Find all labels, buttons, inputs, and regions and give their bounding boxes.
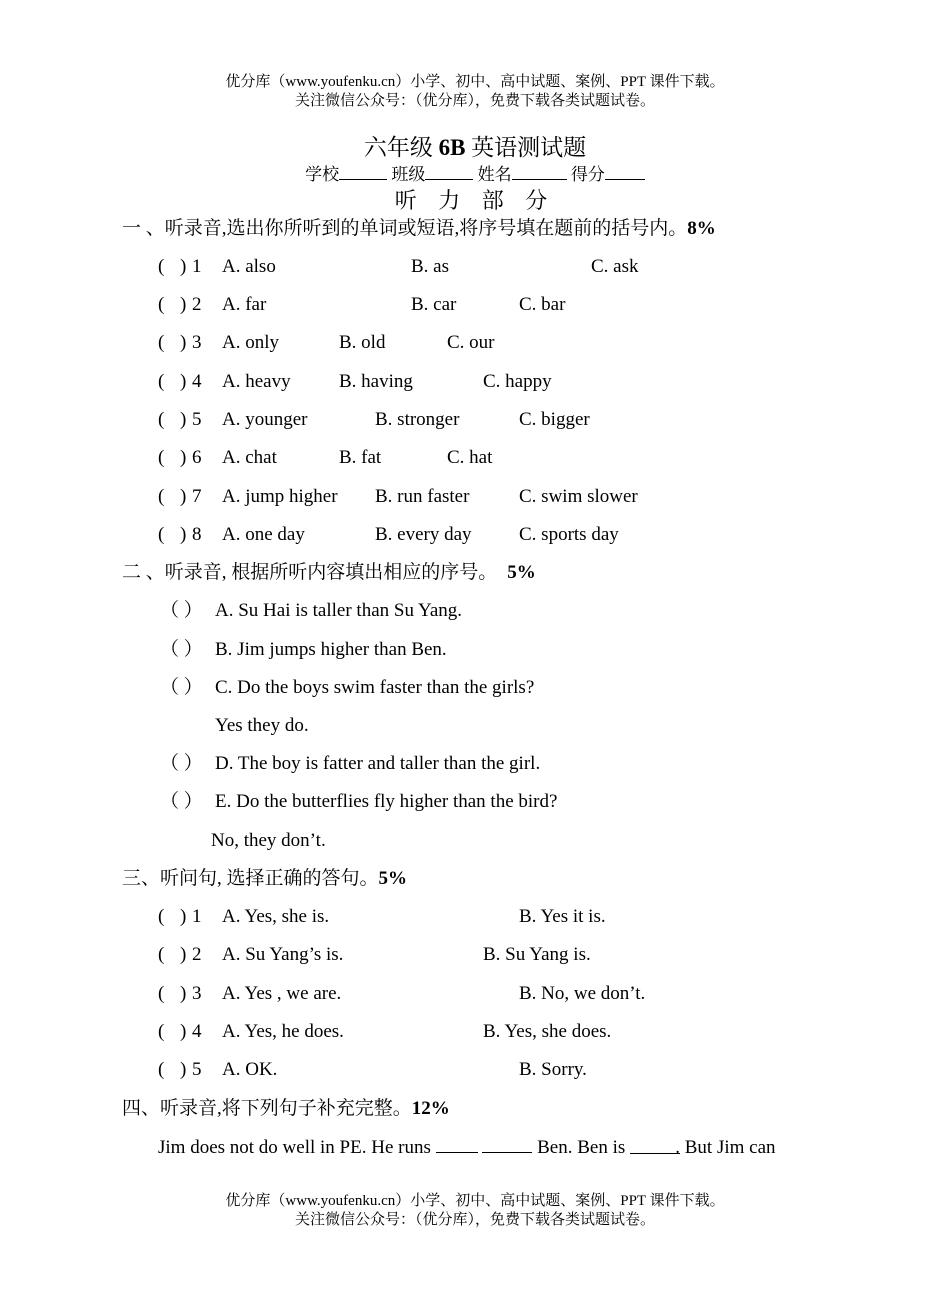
sentence-part1: Jim does not do well in PE. He runs	[158, 1137, 436, 1158]
option-b: B. car	[411, 294, 457, 315]
sentence-part2: Ben. Ben is	[532, 1137, 630, 1158]
statement-row	[0, 675, 950, 701]
answer-close-paren: )	[180, 1021, 187, 1042]
option-a: A. Su Yang’s is.	[222, 944, 344, 965]
answer-close-paren: )	[180, 906, 187, 927]
section4-score: 12%	[411, 1098, 450, 1119]
option-a: A. also	[222, 256, 276, 277]
option-b: B. Yes it is.	[519, 906, 606, 927]
option-a: A. OK.	[222, 1059, 278, 1080]
statement-row	[0, 828, 950, 854]
statement-text: C. Do the boys swim faster than the girls?	[215, 677, 535, 698]
answer-open-paren[interactable]: (	[158, 371, 165, 392]
option-a: A. Yes , we are.	[222, 983, 342, 1004]
question-row	[0, 522, 950, 548]
answer-open-paren[interactable]: (	[158, 1059, 165, 1080]
score-blank[interactable]	[605, 163, 645, 180]
answer-bracket[interactable]: （ ）	[160, 677, 203, 698]
blank3-period: .	[675, 1137, 680, 1158]
question-row	[0, 1057, 950, 1083]
option-a: A. far	[222, 294, 267, 315]
answer-bracket[interactable]: （ ）	[160, 600, 203, 621]
statement-row	[0, 789, 950, 815]
option-c: C. our	[447, 332, 495, 353]
statement-text: No, they don’t.	[211, 830, 326, 851]
answer-close-paren: )	[180, 1059, 187, 1080]
title-grade: 6B	[438, 135, 466, 160]
footer-ad-line1: 优分库（www.youfenku.cn）小学、初中、高中试题、案例、PPT 课件下载。	[225, 1193, 725, 1209]
section1-score: 8%	[687, 218, 716, 239]
question-number: 1	[192, 256, 202, 277]
class-blank[interactable]	[425, 163, 473, 180]
answer-open-paren[interactable]: (	[158, 944, 165, 965]
option-b: B. stronger	[375, 409, 460, 430]
option-c: C. happy	[483, 371, 552, 392]
answer-open-paren[interactable]: (	[158, 1021, 165, 1042]
answer-close-paren: )	[180, 447, 187, 468]
footer-ad	[0, 1192, 950, 1230]
section3-score: 5%	[378, 868, 408, 889]
question-number: 1	[192, 906, 202, 927]
statement-text: Yes they do.	[215, 715, 309, 736]
option-a: A. one day	[222, 524, 305, 545]
question-number: 5	[192, 409, 202, 430]
option-a: A. Yes, she is.	[222, 906, 330, 927]
question-row	[0, 254, 950, 280]
question-row	[0, 1019, 950, 1045]
answer-open-paren[interactable]: (	[158, 983, 165, 1004]
answer-close-paren: )	[180, 371, 187, 392]
section2-title: 二 、听录音, 根据所听内容填出相应的序号。	[122, 562, 498, 583]
answer-close-paren: )	[180, 294, 187, 315]
name-blank[interactable]	[512, 163, 567, 180]
answer-close-paren: )	[180, 983, 187, 1004]
option-c: C. swim slower	[519, 486, 638, 507]
question-row	[0, 407, 950, 433]
score-label: 得分	[570, 165, 605, 184]
option-b: B. run faster	[375, 486, 470, 507]
question-number: 6	[192, 447, 202, 468]
option-b: B. old	[339, 332, 386, 353]
section1-heading	[122, 217, 716, 241]
answer-close-paren: )	[180, 409, 187, 430]
statement-text: A. Su Hai is taller than Su Yang.	[215, 600, 462, 621]
option-b: B. No, we don’t.	[519, 983, 646, 1004]
header-ad	[0, 73, 950, 111]
section4-heading	[122, 1097, 450, 1121]
class-label: 班级	[391, 165, 426, 184]
footer-ad-line2: 关注微信公众号：（优分库），免费下载各类试题试卷。	[294, 1212, 655, 1228]
question-number: 3	[192, 332, 202, 353]
option-c: C. ask	[591, 256, 639, 277]
section4-title: 四、听录音,将下列句子补充完整。	[122, 1098, 412, 1119]
answer-bracket[interactable]: （ ）	[160, 753, 203, 774]
section3-heading	[122, 867, 407, 891]
question-number: 7	[192, 486, 202, 507]
answer-open-paren[interactable]: (	[158, 486, 165, 507]
option-b: B. Su Yang is.	[483, 944, 591, 965]
student-info-line	[0, 163, 950, 186]
statement-text: E. Do the butterflies fly higher than the bird?	[215, 791, 558, 812]
option-b: B. having	[339, 371, 413, 392]
answer-open-paren[interactable]: (	[158, 332, 165, 353]
option-b: B. fat	[339, 447, 382, 468]
statement-row	[0, 713, 950, 739]
school-label: 学校	[305, 165, 340, 184]
fill-in-sentence	[158, 1134, 776, 1161]
option-a: A. jump higher	[222, 486, 338, 507]
option-c: C. bigger	[519, 409, 590, 430]
answer-close-paren: )	[180, 944, 187, 965]
question-number: 8	[192, 524, 202, 545]
answer-bracket[interactable]: （ ）	[160, 791, 203, 812]
question-row	[0, 484, 950, 510]
question-row	[0, 369, 950, 395]
question-number: 4	[192, 371, 202, 392]
question-row	[0, 904, 950, 930]
question-row	[0, 981, 950, 1007]
fill-blank-1[interactable]	[436, 1134, 478, 1153]
fill-blank-2[interactable]	[482, 1134, 532, 1153]
option-c: C. bar	[519, 294, 566, 315]
answer-close-paren: )	[180, 486, 187, 507]
section2-score: 5%	[507, 562, 536, 583]
question-row	[0, 292, 950, 318]
answer-bracket[interactable]: （ ）	[160, 639, 203, 660]
question-number: 3	[192, 983, 202, 1004]
answer-open-paren[interactable]: (	[158, 906, 165, 927]
option-a: A. younger	[222, 409, 308, 430]
answer-open-paren[interactable]: (	[158, 294, 165, 315]
section2-heading	[122, 561, 536, 585]
answer-open-paren[interactable]: (	[158, 447, 165, 468]
fill-blank-3[interactable]	[630, 1135, 680, 1158]
option-a: A. heavy	[222, 371, 291, 392]
answer-close-paren: )	[180, 332, 187, 353]
header-ad-line1: 优分库（www.youfenku.cn）小学、初中、高中试题、案例、PPT 课件下载。	[225, 74, 725, 90]
question-number: 4	[192, 1021, 202, 1042]
statement-row	[0, 751, 950, 777]
question-number: 2	[192, 944, 202, 965]
header-ad-line2: 关注微信公众号：（优分库），免费下载各类试题试卷。	[294, 93, 655, 109]
title-suffix: 英语测试题	[465, 135, 587, 160]
option-a: A. only	[222, 332, 279, 353]
answer-open-paren[interactable]: (	[158, 256, 165, 277]
option-b: B. as	[411, 256, 449, 277]
question-number: 5	[192, 1059, 202, 1080]
question-row	[0, 942, 950, 968]
section3-title: 三、听问句, 选择正确的答句。	[122, 868, 379, 889]
statement-text: B. Jim jumps higher than Ben.	[215, 639, 447, 660]
school-blank[interactable]	[339, 163, 387, 180]
option-b: B. Sorry.	[519, 1059, 587, 1080]
section1-title: 一 、听录音,选出你所听到的单词或短语,将序号填在题前的括号内。	[122, 218, 688, 239]
option-b: B. Yes, she does.	[483, 1021, 612, 1042]
statement-text: D. The boy is fatter and taller than the girl.	[215, 753, 541, 774]
answer-open-paren[interactable]: (	[158, 409, 165, 430]
answer-close-paren: )	[180, 256, 187, 277]
listening-part-heading: 听 力 部 分	[394, 188, 556, 213]
option-a: A. Yes, he does.	[222, 1021, 344, 1042]
question-row	[0, 445, 950, 471]
page-title	[0, 133, 950, 163]
option-c: C. hat	[447, 447, 493, 468]
title-prefix: 六年级	[363, 135, 439, 160]
answer-open-paren[interactable]: (	[158, 524, 165, 545]
answer-close-paren: )	[180, 524, 187, 545]
statement-row	[0, 598, 950, 624]
option-a: A. chat	[222, 447, 277, 468]
name-label: 姓名	[477, 165, 512, 184]
option-b: B. every day	[375, 524, 472, 545]
sentence-part3: But Jim can	[680, 1137, 776, 1158]
statement-row	[0, 637, 950, 663]
question-row	[0, 330, 950, 356]
option-c: C. sports day	[519, 524, 619, 545]
question-number: 2	[192, 294, 202, 315]
